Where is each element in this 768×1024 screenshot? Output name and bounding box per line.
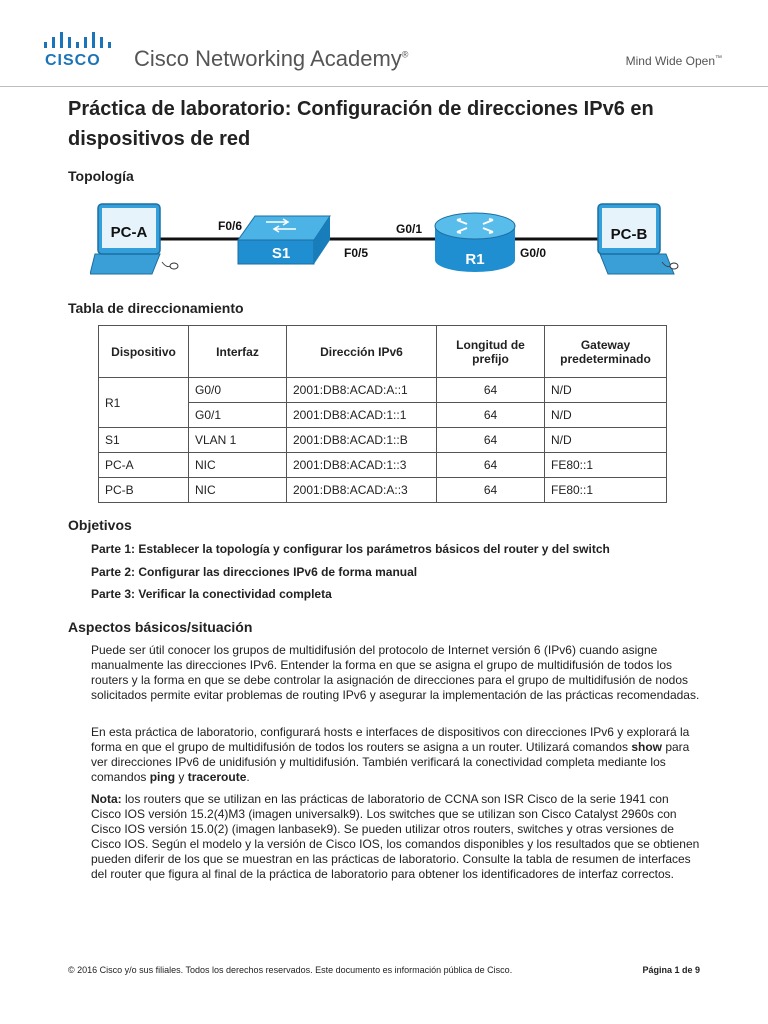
cell-prefix: 64	[437, 378, 545, 403]
cell-interface: G0/1	[189, 403, 287, 428]
para2-text-a: En esta práctica de laboratorio, configurará hosts e interfaces de dispositivos con direcciones IPv6 y explorará la forma en que el grupo de multidifusión de todos los routers se asigna a un router. Utilizará comandos	[91, 725, 690, 754]
background-paragraph-1: Puede ser útil conocer los grupos de multidifusión del protocolo de Internet versión 6 (IPv6) cuando asigne manualmente las direcciones IPv6. Entender la forma en que se asigna el grupo de multidifusión de todos los routers y la forma en que se debe controlar la asignación de direcciones para el grupo de multidifusión de nodos solicitados permite evitar problemas de routing IPv6 y asegurar la implementación de las prácticas recomendadas.	[91, 643, 700, 702]
cell-ipv6: 2001:DB8:ACAD:1::3	[287, 453, 437, 478]
table-row	[99, 453, 667, 478]
col-header-device: Dispositivo	[99, 326, 189, 378]
table-header-row	[99, 326, 667, 378]
objective-item: Parte 1: Establecer la topología y configurar los parámetros básicos del router y del switch	[91, 542, 610, 556]
cell-ipv6: 2001:DB8:ACAD:1::B	[287, 428, 437, 453]
background-paragraph-2	[91, 725, 701, 785]
footer-copyright: © 2016 Cisco y/o sus filiales. Todos los derechos reservados. Este documento es información pública de Cisco.	[68, 965, 513, 975]
cell-gateway: N/D	[545, 428, 667, 453]
table-row	[99, 378, 667, 403]
objectives-heading: Objetivos	[68, 517, 132, 533]
para2-text-c: para ver direcciones IPv6 de unidifusión y multidifusión. También verificará la conectividad completa mediante los comandos	[91, 740, 690, 784]
cell-prefix: 64	[437, 428, 545, 453]
cell-gateway: FE80::1	[545, 453, 667, 478]
note-paragraph	[91, 792, 701, 882]
port-label-g0-0: G0/0	[520, 246, 547, 260]
academy-name	[134, 46, 408, 72]
pc-b-label: PC-B	[610, 226, 648, 243]
header-divider	[0, 86, 768, 87]
cell-device: S1	[99, 428, 189, 453]
command-ping: ping	[149, 770, 176, 784]
page-header	[0, 0, 768, 86]
cell-device: PC-A	[99, 453, 189, 478]
command-show: show	[631, 740, 662, 754]
port-label-g0-1: G0/1	[396, 222, 423, 236]
tagline	[626, 54, 722, 68]
page-title: Práctica de laboratorio: Configuración de direcciones IPv6 en dispositivos de red	[68, 98, 654, 150]
cisco-logo-icon	[44, 30, 114, 50]
cell-gateway: N/D	[545, 378, 667, 403]
note-text: los routers que se utilizan en las prácticas de laboratorio de CCNA son ISR Cisco de la serie 1941 con Cisco IOS versión 15.2(4)M3 (imagen universalk9). Los switches que se utilizan son Cisco Catalyst 2960s con Cisco IOS versión 15.0(2) (imagen lanbasek9). Se pueden utilizar otros routers, switches y otras versiones de Cisco IOS. Según el modelo y la versión de Cisco IOS, los comandos disponibles y los resultados que se obtienen pueden diferir de los que se muestran en las prácticas de laboratorio. Consulte la tabla de resumen de interfaces del router que figura al final de la práctica de laboratorio para obtener los identificadores de interfaz correctos.	[91, 792, 700, 881]
trademark-mark: ™	[715, 55, 722, 62]
cisco-wordmark: CISCO	[45, 52, 101, 69]
para2-text-e: .	[246, 770, 250, 784]
col-header-interface: Interfaz	[189, 326, 287, 378]
addressing-heading: Tabla de direccionamiento	[68, 300, 244, 316]
tagline-label: Mind Wide Open	[625, 54, 715, 68]
col-header-ipv6: Dirección IPv6	[287, 326, 437, 378]
cell-device: R1	[99, 378, 189, 428]
port-label-f0-6: F0/6	[218, 219, 243, 233]
switch-s1-label: S1	[271, 245, 291, 262]
background-heading: Aspectos básicos/situación	[68, 619, 253, 635]
router-r1-label: R1	[465, 251, 485, 268]
cell-interface: VLAN 1	[189, 428, 287, 453]
cell-prefix: 64	[437, 478, 545, 503]
table-row	[99, 428, 667, 453]
port-label-f0-5: F0/5	[344, 246, 369, 260]
objective-item: Parte 2: Configurar las direcciones IPv6 de forma manual	[91, 565, 418, 579]
topology-heading: Topología	[68, 168, 134, 184]
cell-interface: NIC	[189, 453, 287, 478]
cell-gateway: FE80::1	[545, 478, 667, 503]
topology-diagram	[90, 196, 690, 282]
cell-ipv6: 2001:DB8:ACAD:A::3	[287, 478, 437, 503]
cell-ipv6: 2001:DB8:ACAD:1::1	[287, 403, 437, 428]
cell-interface: NIC	[189, 478, 287, 503]
pc-a-label: PC-A	[110, 224, 148, 241]
cell-ipv6: 2001:DB8:ACAD:A::1	[287, 378, 437, 403]
cell-prefix: 64	[437, 403, 545, 428]
col-header-gateway: Gateway predeterminado	[545, 326, 667, 378]
academy-label: Cisco Networking Academy	[134, 46, 402, 71]
command-traceroute: traceroute	[187, 770, 247, 784]
note-label: Nota:	[91, 792, 122, 806]
col-header-prefix: Longitud de prefijo	[437, 326, 545, 378]
table-row	[99, 478, 667, 503]
registered-mark: ®	[401, 49, 409, 60]
para2-text-d: y	[175, 770, 188, 784]
objective-item: Parte 3: Verificar la conectividad completa	[91, 587, 332, 601]
cell-interface: G0/0	[189, 378, 287, 403]
page-number: Página 1 de 9	[642, 965, 700, 975]
cell-gateway: N/D	[545, 403, 667, 428]
addressing-table	[98, 325, 667, 503]
cell-prefix: 64	[437, 453, 545, 478]
cell-device: PC-B	[99, 478, 189, 503]
